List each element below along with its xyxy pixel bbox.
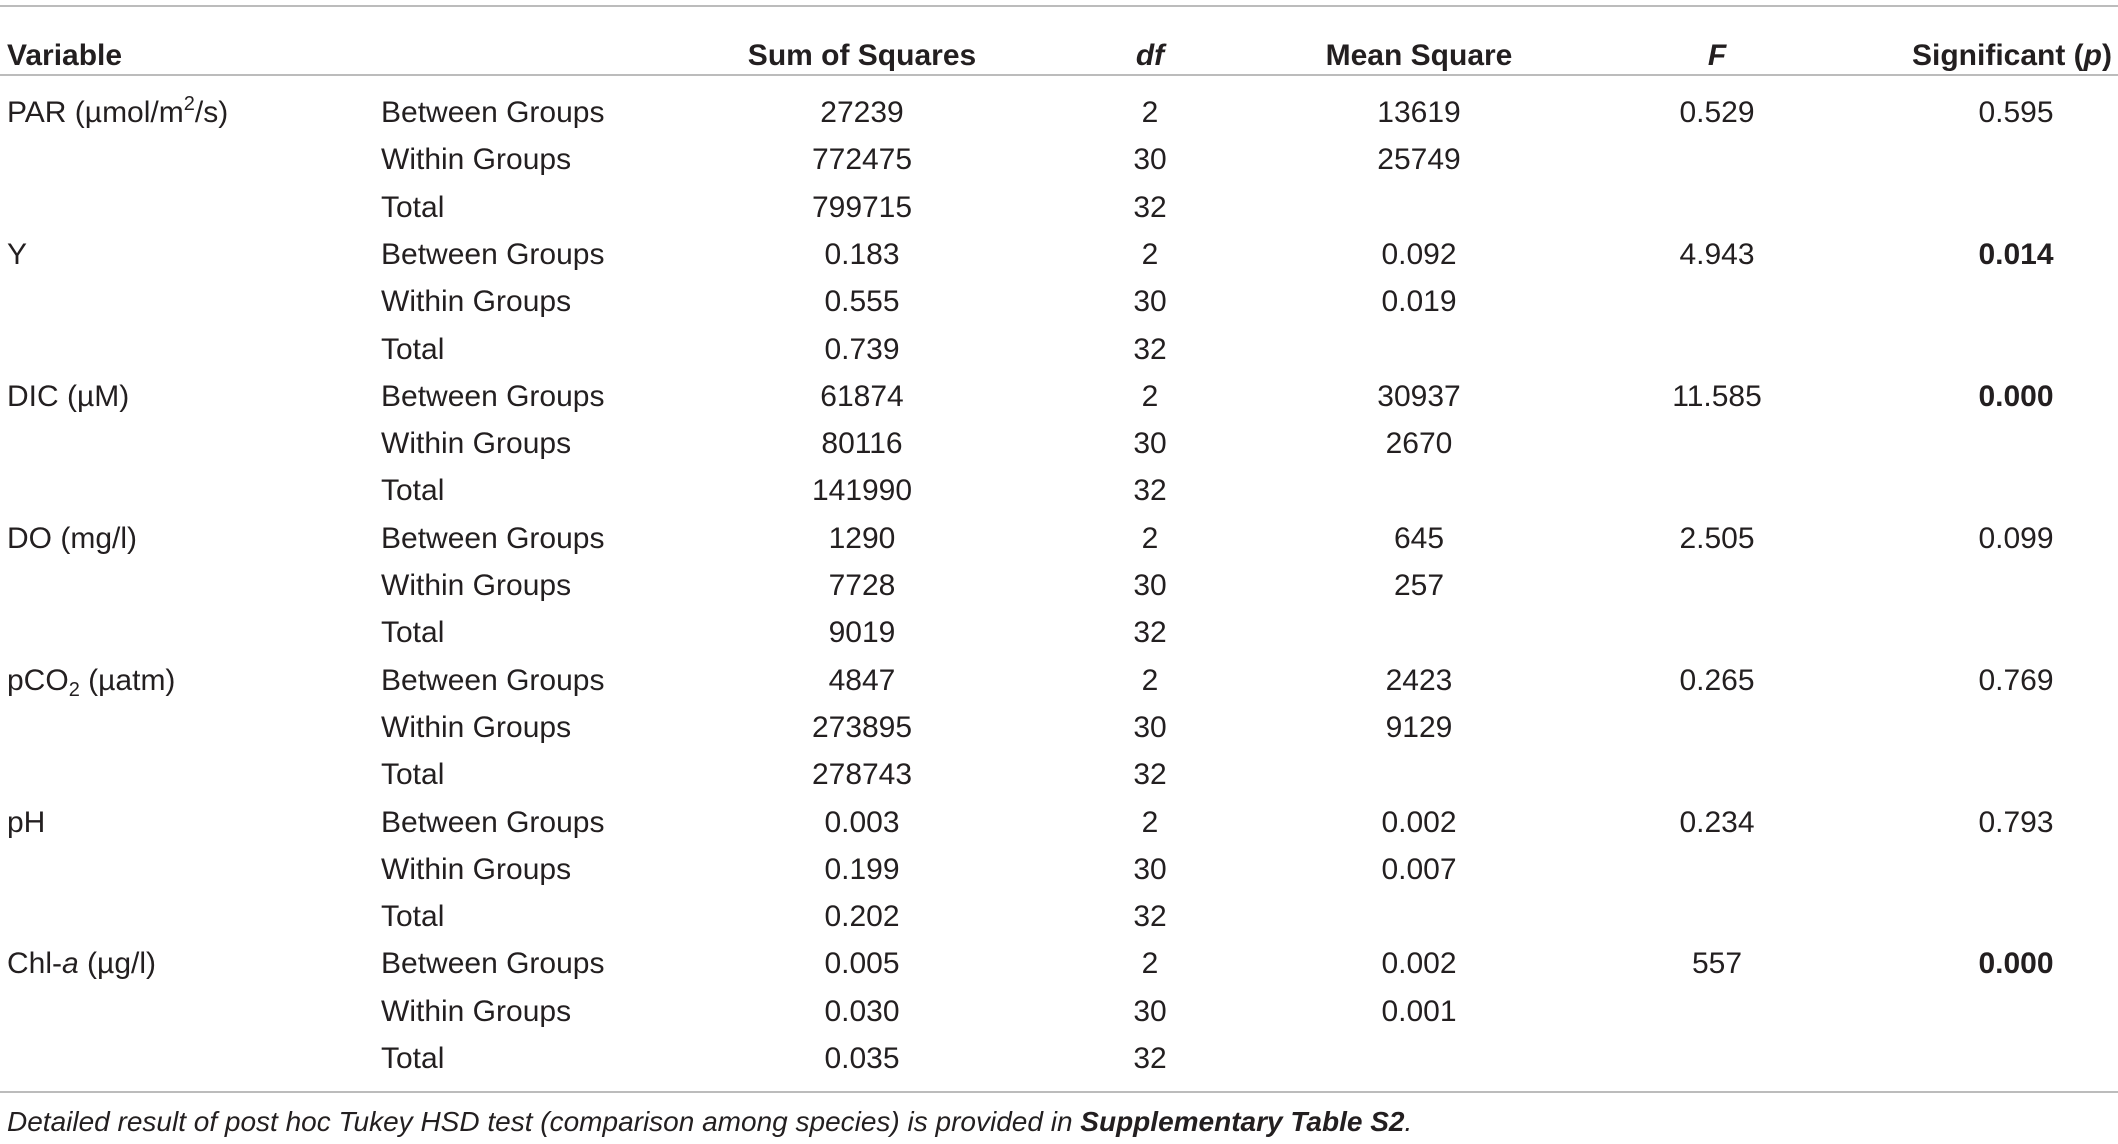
variable-name	[7, 382, 129, 412]
sum-of-squares-value: 0.555	[824, 285, 900, 318]
group-label: Within Groups	[381, 995, 572, 1028]
df-value: 2	[1141, 238, 1159, 271]
header-df	[1136, 41, 1164, 71]
header-significant-suffix: )	[2102, 39, 2112, 72]
group-label: Total	[381, 333, 445, 366]
p-value: 0.000	[1978, 947, 2054, 980]
sum-of-squares-value: 9019	[828, 616, 896, 649]
df-value: 2	[1141, 947, 1159, 980]
group-label: Between Groups	[381, 522, 605, 555]
group-label: Between Groups	[381, 96, 605, 129]
mean-square-value: 2423	[1385, 664, 1453, 697]
variable-name-main: Y	[7, 238, 28, 271]
group-label: Total	[381, 616, 445, 649]
group-label: Total	[381, 474, 445, 507]
group-label: Between Groups	[381, 947, 605, 980]
group-label: Between Groups	[381, 664, 605, 697]
df-value: 32	[1133, 900, 1167, 933]
variable-name-superscript: 2	[183, 93, 195, 115]
group-label: Within Groups	[381, 853, 572, 886]
df-value: 2	[1141, 96, 1159, 129]
df-value: 30	[1133, 143, 1167, 176]
header-sum-of-squares: Sum of Squares	[747, 39, 977, 72]
variable-name-main: DIC (µM)	[7, 380, 130, 413]
mean-square-value: 0.001	[1381, 995, 1457, 1028]
header-variable: Variable	[7, 39, 123, 72]
f-value: 557	[1691, 947, 1743, 980]
variable-name-tail: /s)	[194, 96, 229, 129]
mean-square-value: 0.019	[1381, 285, 1457, 318]
sum-of-squares-value: 772475	[811, 143, 913, 176]
mean-square-value: 0.007	[1381, 853, 1457, 886]
variable-name	[7, 93, 229, 129]
group-label: Total	[381, 900, 445, 933]
group-label: Total	[381, 191, 445, 224]
df-value: 2	[1141, 522, 1159, 555]
df-value: 30	[1133, 569, 1167, 602]
header-rule	[0, 74, 2118, 76]
df-value: 32	[1133, 474, 1167, 507]
f-value: 4.943	[1679, 238, 1755, 271]
sum-of-squares-value: 0.739	[824, 333, 900, 366]
mean-square-value: 0.002	[1381, 947, 1457, 980]
f-value: 0.529	[1679, 96, 1755, 129]
group-label: Within Groups	[381, 285, 572, 318]
p-value: 0.595	[1978, 96, 2054, 129]
footnote	[7, 1108, 1412, 1136]
variable-name-tail: (µg/l)	[78, 947, 156, 980]
sum-of-squares-value: 0.183	[824, 238, 900, 271]
df-value: 32	[1133, 616, 1167, 649]
footnote-end: .	[1404, 1106, 1413, 1137]
df-value: 30	[1133, 711, 1167, 744]
bottom-rule	[0, 1091, 2118, 1093]
mean-square-value: 9129	[1385, 711, 1453, 744]
f-value: 11.585	[1672, 380, 1762, 413]
sum-of-squares-value: 80116	[821, 427, 903, 460]
df-value: 30	[1133, 995, 1167, 1028]
p-value: 0.000	[1978, 380, 2054, 413]
group-label: Total	[381, 1042, 445, 1075]
p-value: 0.099	[1978, 522, 2054, 555]
footnote-text: Detailed result of post hoc Tukey HSD test (comparison among species) is provided in	[7, 1106, 1081, 1137]
mean-square-value: 645	[1393, 522, 1445, 555]
sum-of-squares-value: 0.202	[824, 900, 900, 933]
sum-of-squares-value: 0.035	[824, 1042, 900, 1075]
sum-of-squares-value: 273895	[811, 711, 913, 744]
df-value: 2	[1141, 806, 1159, 839]
sum-of-squares-value: 1290	[828, 522, 896, 555]
f-value: 2.505	[1679, 522, 1755, 555]
variable-name-main: PAR (µmol/m	[7, 96, 184, 129]
header-df-label: df	[1135, 39, 1165, 72]
variable-name	[7, 664, 176, 701]
df-value: 32	[1133, 758, 1167, 791]
variable-name-tail: (µatm)	[79, 664, 176, 697]
sum-of-squares-value: 27239	[820, 96, 904, 129]
variable-name-main: DO (mg/l)	[7, 522, 137, 555]
header-mean-square: Mean Square	[1325, 39, 1513, 72]
mean-square-value: 257	[1393, 569, 1445, 602]
variable-name-main: Chl-	[7, 947, 63, 980]
header-significant	[1912, 41, 2112, 71]
mean-square-value: 13619	[1377, 96, 1461, 129]
header-significant-prefix: Significant (	[1912, 39, 2084, 72]
sum-of-squares-value: 4847	[828, 664, 896, 697]
mean-square-value: 25749	[1377, 143, 1461, 176]
mean-square-value: 0.002	[1381, 806, 1457, 839]
df-value: 32	[1133, 191, 1167, 224]
variable-name-subscript: 2	[68, 679, 80, 701]
group-label: Within Groups	[381, 569, 572, 602]
header-significant-p: p	[2083, 39, 2102, 72]
group-label: Between Groups	[381, 238, 605, 271]
variable-name-italic: a	[62, 947, 79, 980]
sum-of-squares-value: 141990	[811, 474, 913, 507]
p-value: 0.014	[1978, 238, 2054, 271]
p-value: 0.769	[1978, 664, 2054, 697]
df-value: 32	[1133, 1042, 1167, 1075]
f-value: 0.234	[1679, 806, 1755, 839]
mean-square-value: 0.092	[1381, 238, 1457, 271]
variable-name-main: pCO	[7, 664, 69, 697]
variable-name-main: pH	[7, 806, 46, 839]
group-label: Within Groups	[381, 711, 572, 744]
f-value: 0.265	[1679, 664, 1755, 697]
sum-of-squares-value: 0.030	[824, 995, 900, 1028]
footnote-bold-ref: Supplementary Table S2	[1080, 1106, 1405, 1137]
variable-name	[7, 949, 156, 979]
group-label: Within Groups	[381, 427, 572, 460]
group-label: Between Groups	[381, 806, 605, 839]
group-label: Between Groups	[381, 380, 605, 413]
df-value: 2	[1141, 664, 1159, 697]
mean-square-value: 2670	[1385, 427, 1453, 460]
p-value: 0.793	[1978, 806, 2054, 839]
variable-name	[7, 524, 137, 554]
df-value: 30	[1133, 853, 1167, 886]
sum-of-squares-value: 61874	[820, 380, 904, 413]
sum-of-squares-value: 0.199	[824, 853, 900, 886]
header-f-label: F	[1707, 39, 1727, 72]
group-label: Within Groups	[381, 143, 572, 176]
sum-of-squares-value: 0.005	[824, 947, 900, 980]
sum-of-squares-value: 799715	[811, 191, 913, 224]
group-label: Total	[381, 758, 445, 791]
top-rule	[0, 5, 2118, 7]
mean-square-value: 30937	[1377, 380, 1461, 413]
sum-of-squares-value: 0.003	[824, 806, 900, 839]
df-value: 32	[1133, 333, 1167, 366]
header-f	[1708, 41, 1726, 71]
df-value: 30	[1133, 285, 1167, 318]
df-value: 30	[1133, 427, 1167, 460]
sum-of-squares-value: 278743	[811, 758, 913, 791]
variable-name	[7, 808, 45, 838]
variable-name	[7, 240, 27, 270]
df-value: 2	[1141, 380, 1159, 413]
sum-of-squares-value: 7728	[828, 569, 896, 602]
